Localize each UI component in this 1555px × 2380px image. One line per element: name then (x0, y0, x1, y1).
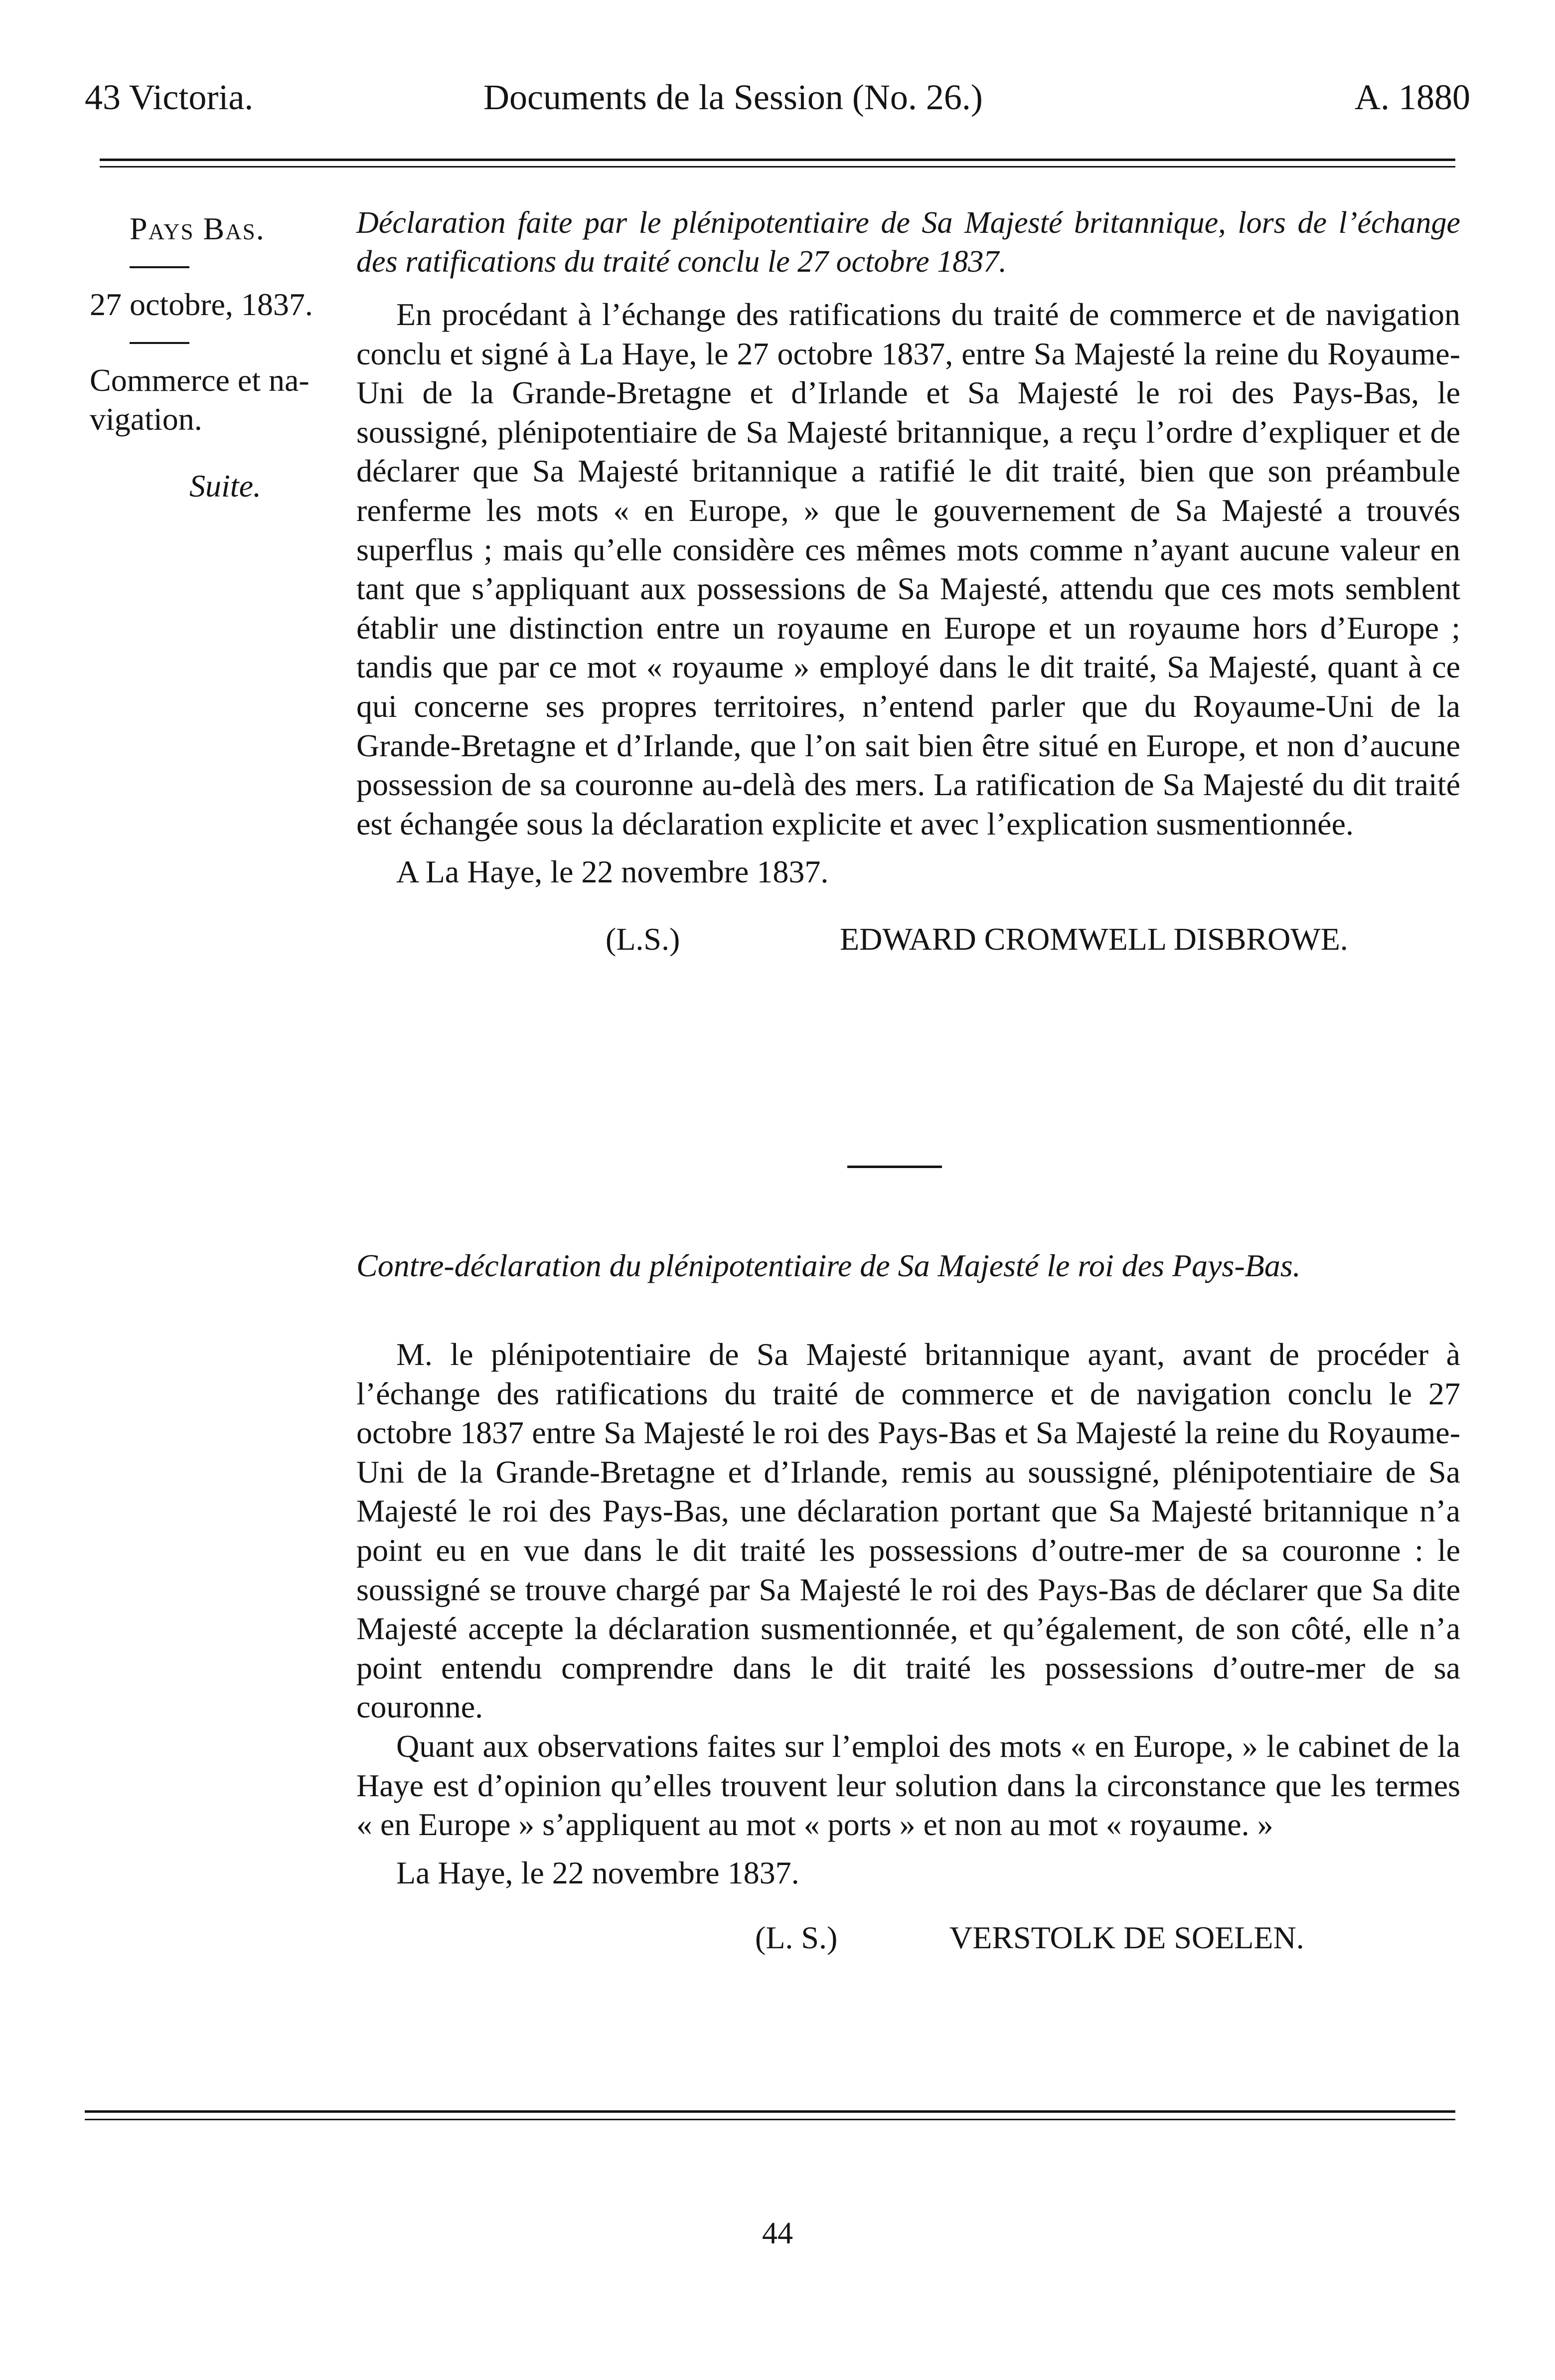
counter-declaration-paragraph-1: M. le plénipotentiaire de Sa Majesté britannique ayant, avant de procéder à l’échange des ratifications du traité de commerce et de navigation conclu le 27 octobre 1837 entre Sa Majesté le roi des Pays-Bas et Sa Majesté la reine du Royaume-Uni de la Grande-Bretagne et d’Irlande, remis au soussigné, plénipotentiaire de Sa Majesté le roi des Pays-Bas, une déclaration portant que Sa Majesté britannique n’a point eu en vue dans le dit traité les possessions d’outre-mer de sa couronne : le soussigné se trouve chargé par Sa Majesté le roi des Pays-Bas de déclarer que Sa dite Majesté accepte la déclaration susmentionnée, et qu’également, de son côté, elle n’a point entendu comprendre dans le dit traité les possessions d’outre-mer de sa couronne. (356, 1337, 1460, 1725)
counter-declaration-section (356, 1246, 1460, 1958)
margin-country: Pays Bas. (130, 211, 265, 246)
header-rule-top (100, 159, 1455, 161)
footer-rule-bottom (85, 2119, 1455, 2120)
margin-divider (130, 266, 189, 268)
counter-declaration-signature (356, 1918, 1460, 1958)
margin-divider (130, 342, 189, 344)
running-header (85, 75, 1470, 120)
margin-suite: Suite. (189, 468, 261, 504)
footer-rule-top (85, 2110, 1455, 2113)
header-document-title: Documents de la Session (No. 26.) (483, 77, 983, 117)
margin-subject: Commerce et na- vigation. (90, 362, 310, 437)
declaration-date: A La Haye, le 22 novembre 1837. (396, 854, 829, 890)
declaration-signature (356, 920, 1460, 959)
section-divider (847, 1166, 942, 1168)
header-regnal-year: 43 Victoria. (85, 77, 254, 117)
declaration-heading: Déclaration faite par le plénipotentiaire de Sa Majesté britannique, lors de l’échange des ratifications du traité conclu le 27 octobre 1837. (356, 206, 1460, 279)
page-number: 44 (762, 2216, 793, 2250)
counter-declaration-signatory: VERSTOLK DE SOELEN. (949, 1920, 1304, 1956)
counter-declaration-date: La Haye, le 22 novembre 1837. (396, 1855, 799, 1890)
margin-date: 27 octobre, 1837. (90, 287, 313, 322)
counter-declaration-heading: Contre-déclaration du plénipotentiaire de Sa Majesté le roi des Pays-Bas. (356, 1248, 1301, 1283)
header-rule-bottom (100, 166, 1455, 168)
margin-notes (90, 209, 324, 506)
declaration-paragraph: En procédant à l’échange des ratifications du traité de commerce et de navigation conclu et signé à La Haye, le 27 octobre 1837, entre Sa Majesté la reine du Royaume-Uni de la Grande-Bretagne et d’Irlande et Sa Majesté le roi des Pays-Bas, le soussigné, plénipotentiaire de Sa Majesté britannique, a reçu l’ordre d’expliquer et de déclarer que Sa Majesté britannique a ratifié le dit traité, bien que son préambule renferme les mots « en Europe, » que le gouvernement de Sa Majesté a trouvés superflus ; mais qu’elle considère ces mêmes mots comme n’ayant aucune valeur en tant que s’appliquant aux possessions de Sa Majesté, attendu que ces mots semblent établir une distinction entre un royaume en Europe et un royaume hors d’Europe ; tandis que par ce mot « royaume » employé dans le dit traité, Sa Majesté, quant à ce qui concerne ses propres territoires, n’entend parler que du Royaume-Uni de la Grande-Bretagne et d’Irlande, que l’on sait bien être situé en Europe, et non d’aucune possession de sa couronne au-delà des mers. La ratification de Sa Majesté du dit traité est échangée sous la déclaration explicite et avec l’explication susmentionnée. (356, 297, 1460, 842)
declaration-section (356, 203, 1460, 959)
header-year: A. 1880 (1355, 77, 1470, 117)
declaration-seal: (L.S.) (606, 921, 680, 957)
counter-declaration-paragraph-2: Quant aux observations faites sur l’emploi des mots « en Europe, » le cabinet de la Haye est d’opinion qu’elles trouvent leur solution dans la circonstance que les termes « en Europe » s’appliquent au mot « ports » et non au mot « royaume. » (356, 1728, 1460, 1843)
counter-declaration-seal: (L. S.) (755, 1920, 838, 1956)
declaration-signatory: EDWARD CROMWELL DISBROWE. (840, 921, 1348, 957)
